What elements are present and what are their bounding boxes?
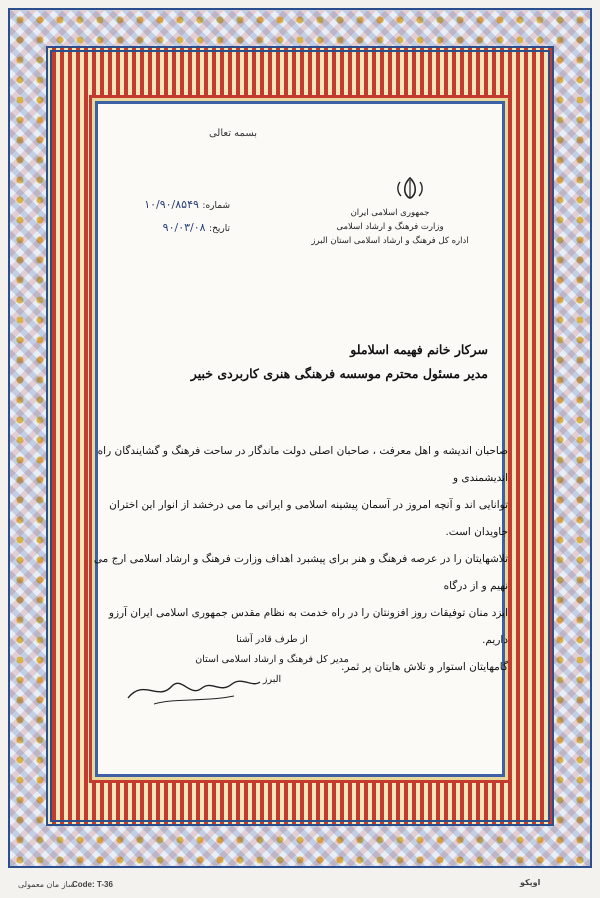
basmala-heading: بسمه تعالی	[208, 128, 258, 139]
handwritten-signature	[124, 668, 264, 708]
reference-date-row	[100, 217, 230, 240]
recipient-block	[88, 338, 488, 386]
body-line: توانایی اند و آنچه امروز در آسمان پیشینه اسلامی و ایرانی ما می درخشد از انوار این اختران جاویدان است.	[109, 499, 508, 538]
footer-brand: اوپکو	[520, 878, 541, 887]
reference-number-row	[100, 194, 230, 217]
body-line: صاحبان اندیشه و اهل معرفت ، صاحبان اصلی دولت ماندگار در ساحت فرهنگ و گشایندگان راه اندیشمندی و	[97, 445, 508, 484]
reference-date-value: ۹۰/۰۳/۰۸	[162, 221, 206, 234]
reference-number-value: ۱۰/۹۰/۸۵۴۹	[144, 198, 199, 211]
reference-block	[100, 194, 230, 240]
reference-date-label: تاریخ:	[209, 224, 230, 234]
iran-emblem-icon	[392, 176, 428, 200]
signature-title: مدیر کل فرهنگ و ارشاد اسلامی استان البرز	[195, 654, 349, 685]
sender-line-ministry: وزارت فرهنگ و ارشاد اسلامی	[336, 222, 444, 232]
body-line: ایزد منان توفیقات روز افزونتان را در راه خدمت به نظام مقدس جمهوری اسلامی ایران آرزو داریم.	[108, 607, 508, 646]
sender-block	[310, 206, 470, 248]
signature-on-behalf: از طرف قادر آشنا	[236, 634, 308, 645]
body-line: تلاشهایتان را در عرصه فرهنگ و هنر برای پیشبرد اهداف وزارت فرهنگ و ارشاد اسلامی ارج می نهیم و از درگاه	[93, 553, 508, 592]
recipient-name: سرکار خانم فهیمه اسلاملو	[350, 342, 488, 357]
recipient-title: مدیر مسئول محترم موسسه فرهنگی هنری کاربردی خبیر	[190, 366, 488, 381]
body-line: گامهایتان استوار و تلاش هایتان پر ثمر.	[341, 661, 508, 673]
sender-line-office: اداره کل فرهنگ و ارشاد اسلامی استان البرز	[311, 236, 469, 246]
sender-line-country: جمهوری اسلامی ایران	[350, 208, 430, 218]
footer-note: ساز مان معمولی	[18, 880, 75, 889]
page-footer	[0, 876, 600, 898]
reference-number-label: شماره:	[202, 201, 230, 211]
footer-code: Code: T-36	[72, 880, 113, 889]
